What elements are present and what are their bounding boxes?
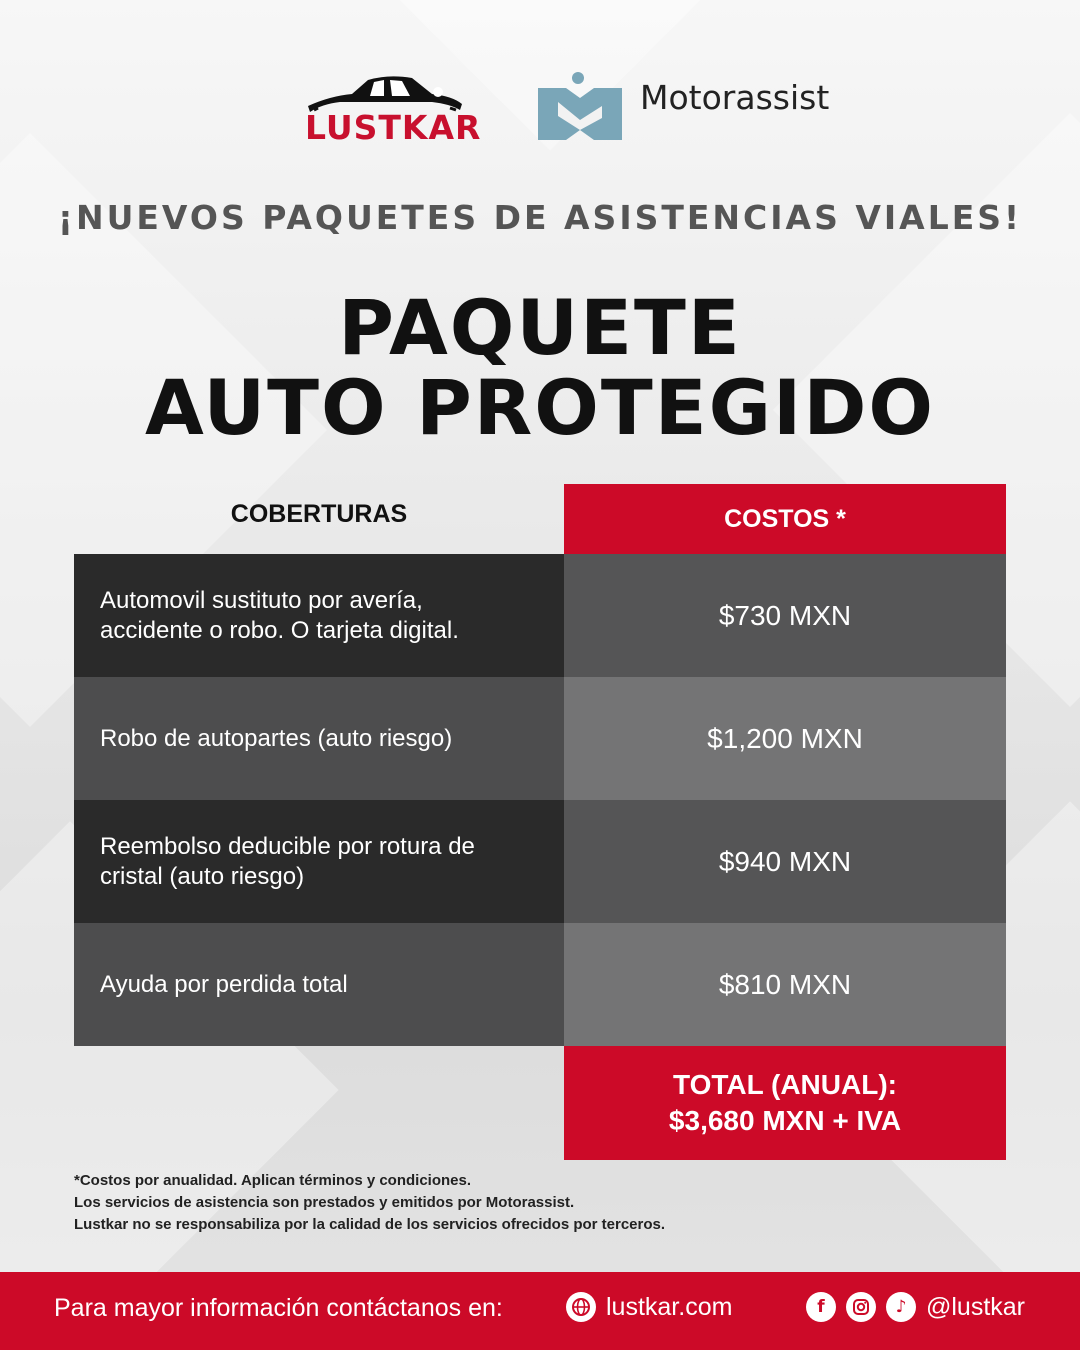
total-box [564, 1046, 1006, 1160]
costs-column-header: COSTOS * [564, 484, 1006, 554]
note-line: Los servicios de asistencia son prestados y emitidos por Motorassist. [74, 1194, 575, 1211]
contact-text: Para mayor información contáctanos en: [54, 1294, 503, 1322]
coverage-cell: Robo de autopartes (auto riesgo) [74, 677, 564, 800]
table-row [74, 923, 1006, 1046]
table-row [74, 677, 1006, 800]
motorassist-wordmark: Motorassist [640, 78, 830, 117]
facebook-icon[interactable]: f [806, 1292, 836, 1322]
note-line: Lustkar no se responsabiliza por la calidad de los servicios ofrecidos por terceros. [74, 1216, 666, 1233]
total-value: $3,680 MXN + IVA [668, 1105, 902, 1136]
total-label: TOTAL (ANUAL): [673, 1069, 897, 1100]
website-text: lustkar.com [606, 1292, 733, 1321]
cost-cell: $1,200 MXN [564, 677, 1006, 800]
note-line: *Costos por anualidad. Aplican términos y condiciones. [74, 1172, 472, 1189]
coverage-cell: Ayuda por perdida total [74, 923, 564, 1046]
subtitle: ¡NUEVOS PAQUETES DE ASISTENCIAS VIALES! [57, 198, 1023, 237]
instagram-icon[interactable] [846, 1292, 876, 1322]
title-line-2: AUTO PROTEGIDO [144, 363, 936, 452]
tiktok-icon[interactable]: ♪ [886, 1292, 916, 1322]
cost-cell: $730 MXN [564, 554, 1006, 677]
social-handle[interactable]: @lustkar [926, 1292, 1026, 1321]
page-title [0, 283, 1080, 452]
coverage-cell: Automovil sustituto por avería, accidente o robo. O tarjeta digital. [74, 554, 564, 677]
table-row [74, 554, 1006, 677]
social-links [806, 1292, 1025, 1322]
disclaimer-notes [74, 1170, 665, 1236]
website-link[interactable] [566, 1292, 732, 1322]
motorassist-logo-icon [536, 72, 624, 142]
cost-cell: $940 MXN [564, 800, 1006, 923]
lustkar-wordmark: LUSTKAR [305, 108, 482, 147]
title-line-1: PAQUETE [338, 283, 742, 372]
globe-icon [566, 1292, 596, 1322]
coverage-column-header: COBERTURAS [230, 500, 408, 528]
coverage-cell: Reembolso deducible por rotura de cristal (auto riesgo) [74, 800, 564, 923]
logo-bar [0, 60, 1080, 150]
table-row [74, 800, 1006, 923]
footer-bar [0, 1272, 1080, 1350]
cost-cell: $810 MXN [564, 923, 1006, 1046]
